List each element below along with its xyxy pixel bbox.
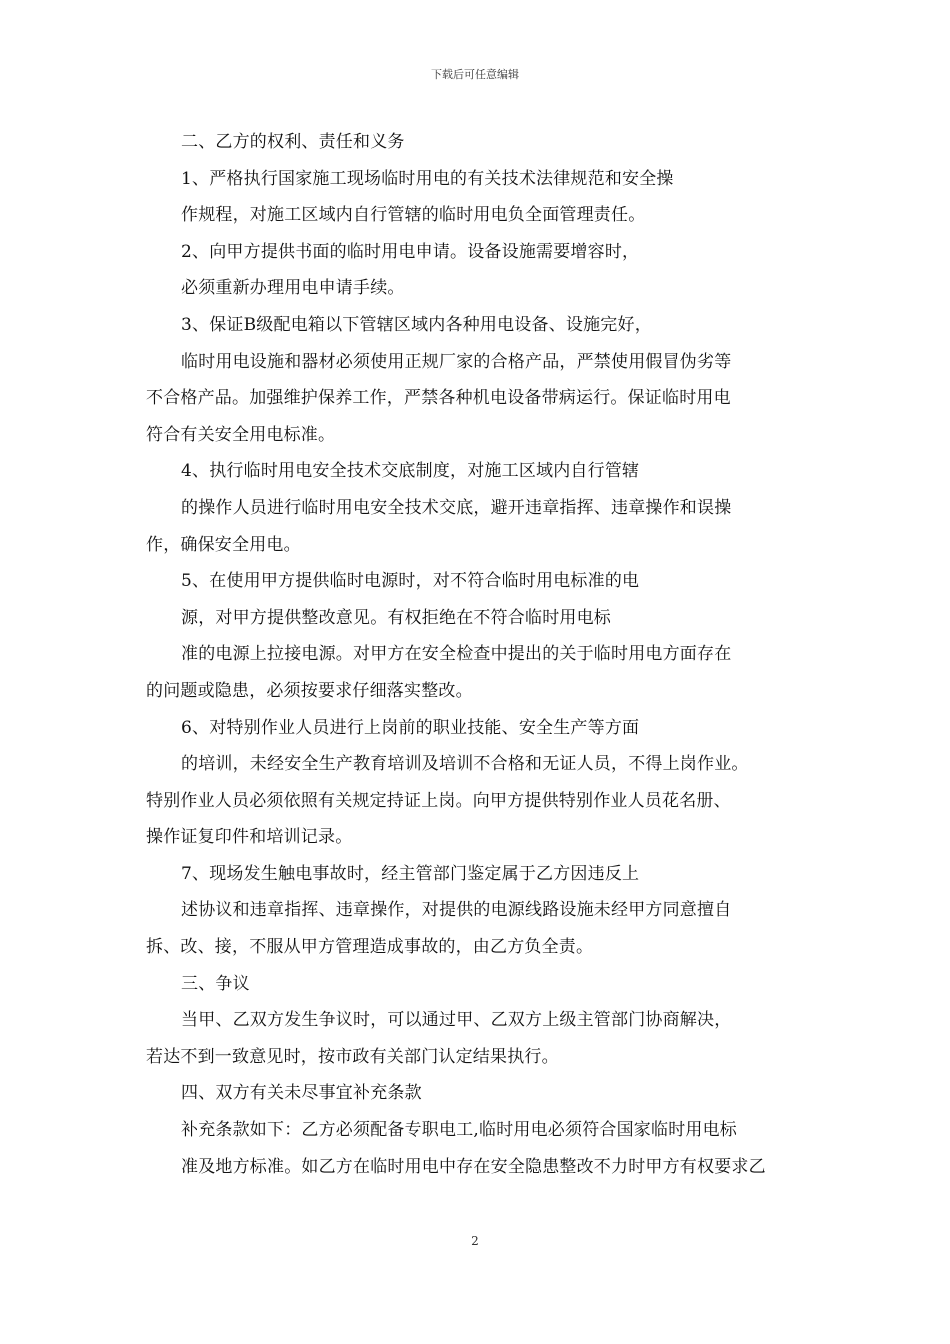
paragraph-line: 3、保证B级配电箱以下管辖区域内各种用电设备、设施完好， [181, 314, 652, 335]
section-heading-4: 四、双方有关未尽事宜补充条款 [181, 1083, 422, 1104]
paragraph-line: 作规程，对施工区域内自行管辖的临时用电负全面管理责任。 [181, 205, 646, 226]
page-header: 下载后可任意编辑 [431, 68, 519, 81]
paragraph-line: 5、在使用甲方提供临时电源时，对不符合临时用电标准的电 [181, 571, 640, 592]
paragraph-line: 7、现场发生触电事故时，经主管部门鉴定属于乙方因违反上 [181, 863, 640, 884]
paragraph-line: 若达不到一致意见时，按市政有关部门认定结果执行。 [146, 1046, 559, 1067]
paragraph-line: 符合有关安全用电标准。 [146, 424, 336, 445]
paragraph-line: 不合格产品。加强维护保养工作，严禁各种机电设备带病运行。保证临时用电 [146, 388, 731, 409]
paragraph-line: 的问题或隐患，必须按要求仔细落实整改。 [146, 680, 473, 701]
paragraph-line: 准及地方标准。如乙方在临时用电中存在安全隐患整改不力时甲方有权要求乙 [181, 1156, 766, 1177]
paragraph-line: 述协议和违章指挥、违章操作，对提供的电源线路设施未经甲方同意擅自 [181, 900, 732, 921]
paragraph-line: 临时用电设施和器材必须使用正规厂家的合格产品，严禁使用假冒伪劣等 [181, 351, 732, 372]
paragraph-line: 作，确保安全用电。 [146, 534, 301, 555]
section-heading-2: 二、乙方的权利、责任和义务 [181, 132, 405, 152]
paragraph-line: 拆、改、接，不服从甲方管理造成事故的，由乙方负全责。 [146, 937, 594, 958]
paragraph-line: 特别作业人员必须依照有关规定持证上岗。向甲方提供特别作业人员花名册、 [146, 790, 731, 811]
paragraph-line: 必须重新办理用电申请手续。 [181, 278, 405, 299]
section-heading-3: 三、争议 [181, 973, 250, 994]
paragraph-line: 当甲、乙双方发生争议时，可以通过甲、乙双方上级主管部门协商解决， [181, 1010, 732, 1031]
paragraph-line: 6、对特别作业人员进行上岗前的职业技能、安全生产等方面 [181, 717, 640, 738]
page-number: 2 [471, 1234, 479, 1248]
document-body [146, 124, 814, 1185]
paragraph-line: 操作证复印件和培训记录。 [146, 827, 353, 848]
paragraph-line: 准的电源上拉接电源。对甲方在安全检查中提出的关于临时用电方面存在 [181, 644, 732, 665]
paragraph-line: 1、严格执行国家施工现场临时用电的有关技术法律规范和安全操 [181, 168, 674, 189]
paragraph-line: 补充条款如下：乙方必须配备专职电工,临时用电必须符合国家临时用电标 [181, 1120, 738, 1141]
paragraph-line: 的操作人员进行临时用电安全技术交底，避开违章指挥、违章操作和误操 [181, 497, 732, 518]
paragraph-line: 2、向甲方提供书面的临时用电申请。设备设施需要增容时， [181, 241, 640, 262]
paragraph-line: 4、执行临时用电安全技术交底制度，对施工区域内自行管辖 [181, 461, 640, 482]
paragraph-line: 源，对甲方提供整改意见。有权拒绝在不符合临时用电标 [181, 607, 611, 628]
paragraph-line: 的培训，未经安全生产教育培训及培训不合格和无证人员，不得上岗作业。 [181, 754, 749, 775]
